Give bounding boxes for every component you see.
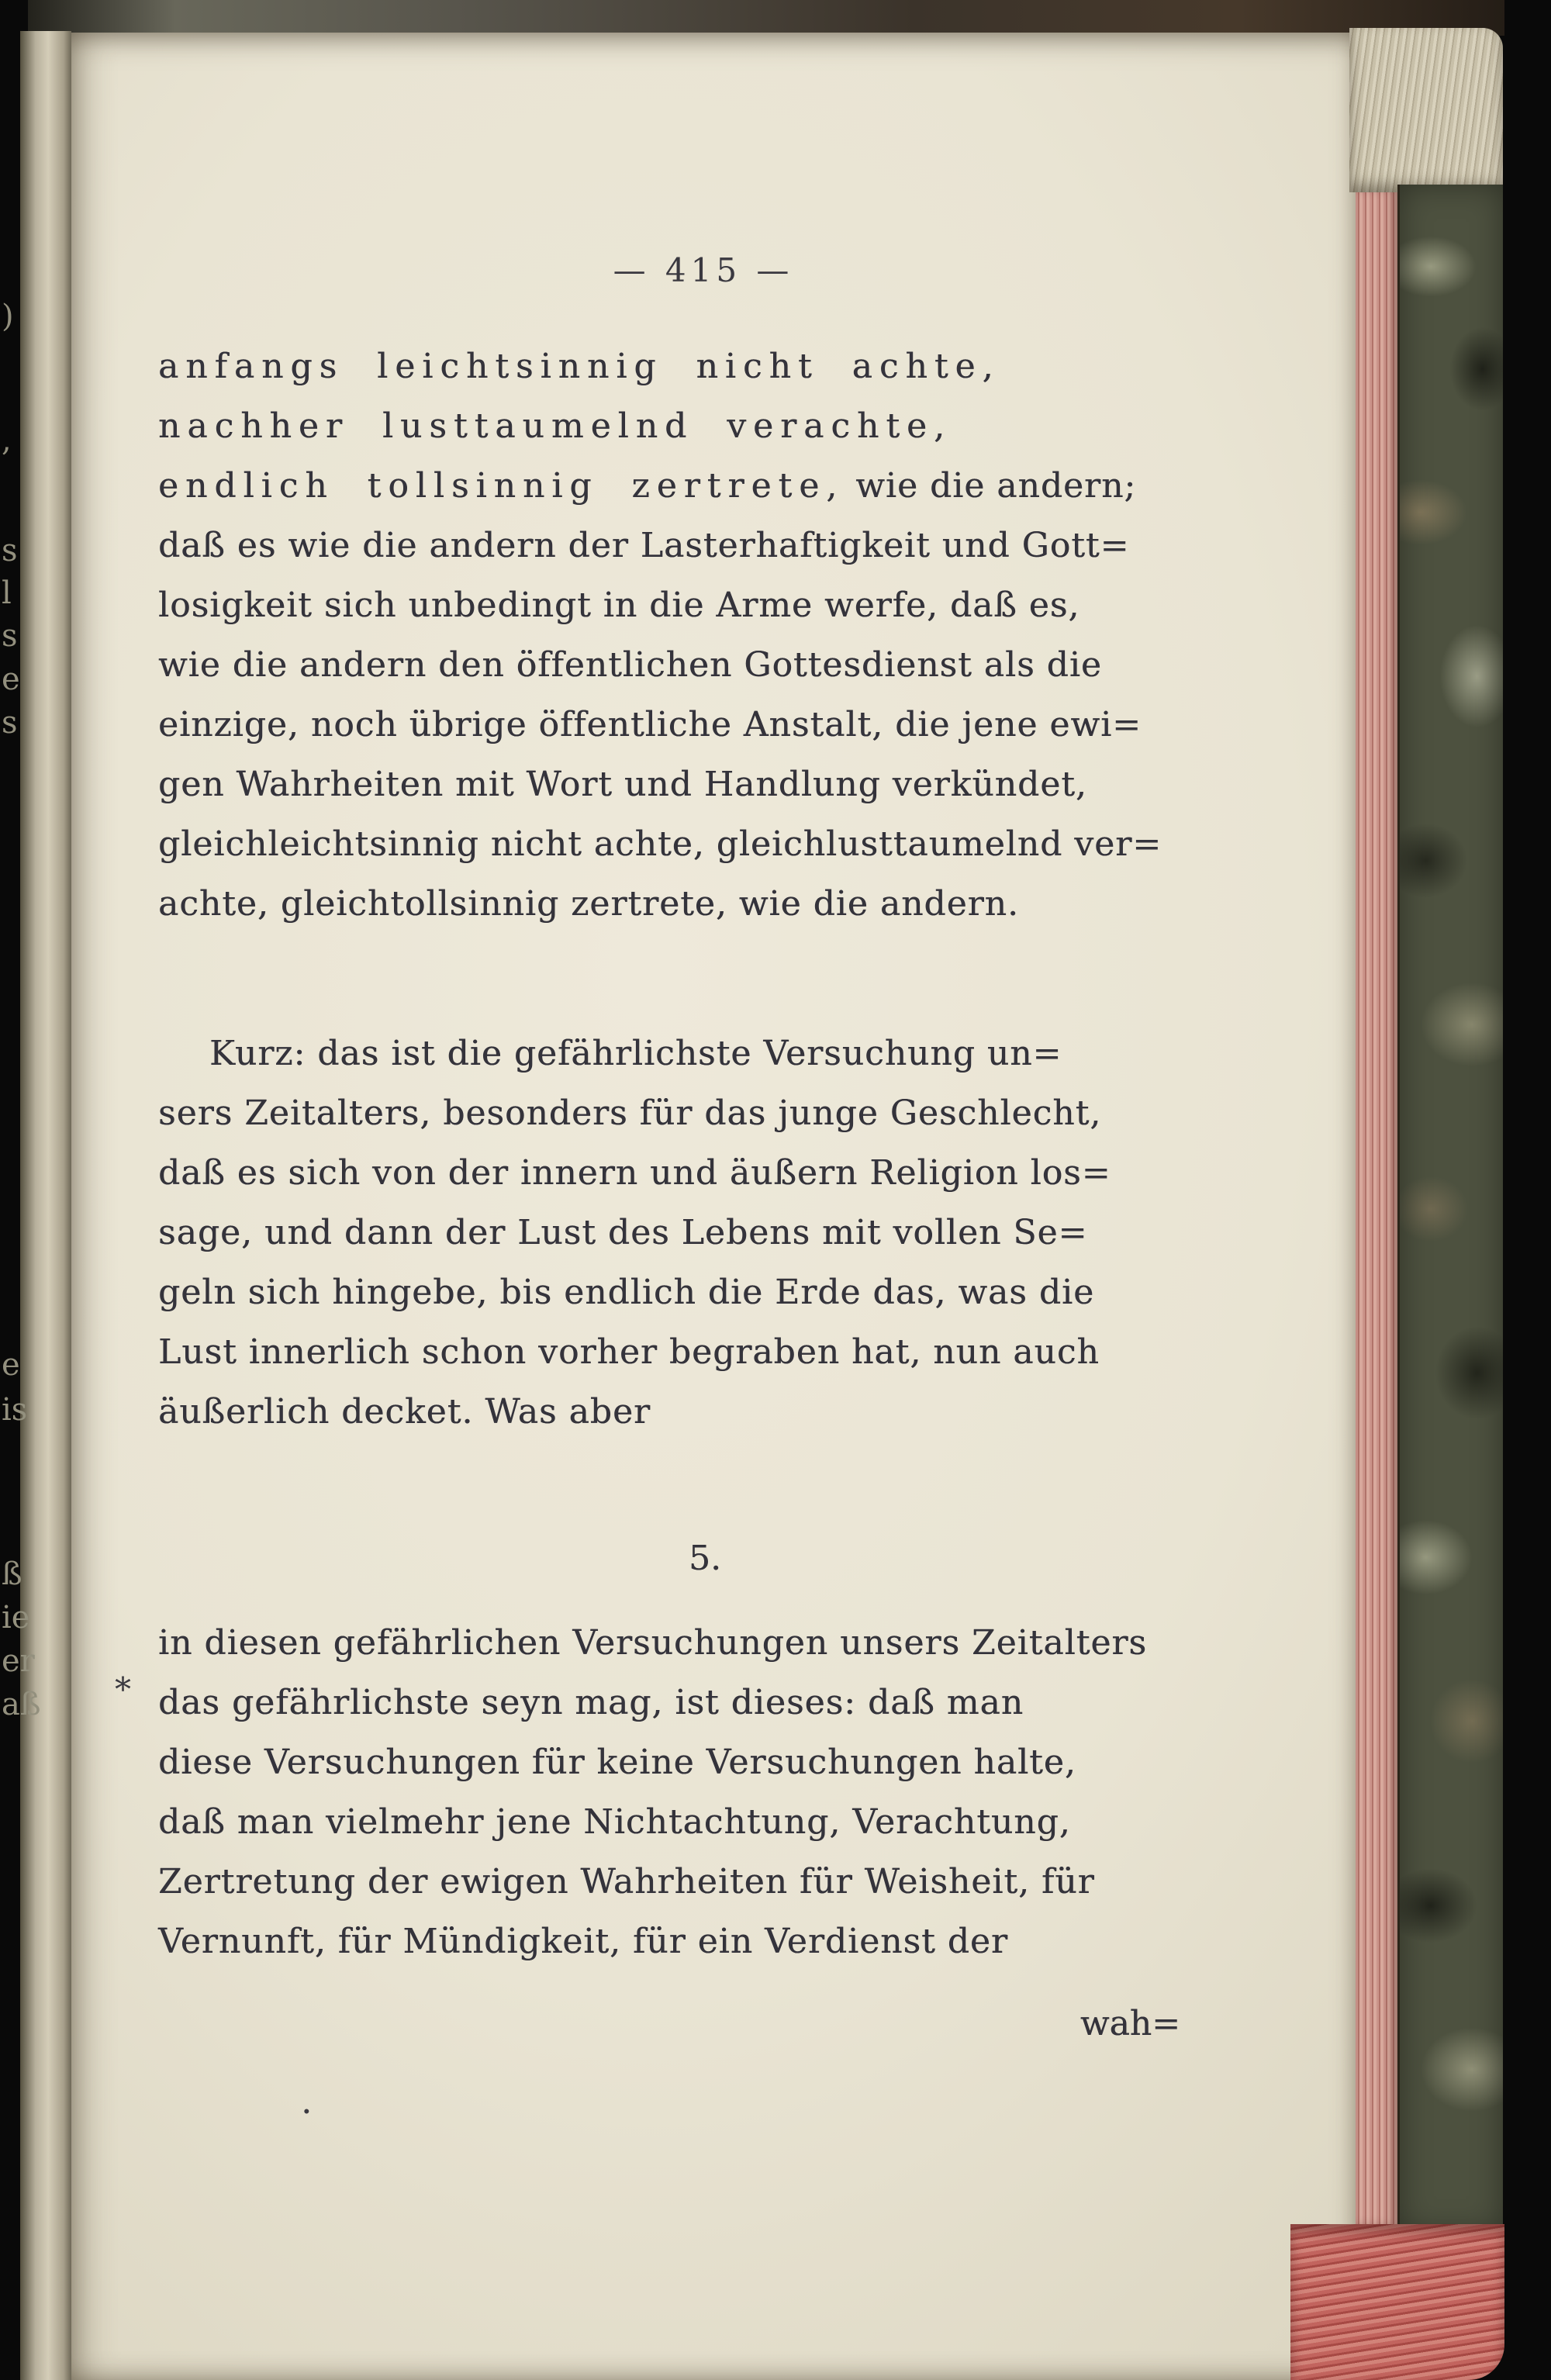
text-line: nachher lusttaumelnd verachte, — [158, 406, 952, 446]
text-line: in diesen gefährlichen Versuchungen unsers Zeitalters — [158, 1623, 1148, 1663]
paragraph-3 — [158, 1613, 1314, 1971]
page-edges-bottom-right — [1290, 2224, 1504, 2380]
book-page — [71, 33, 1356, 2380]
text-line: Lust innerlich schon vorher begraben hat, nun auch — [158, 1332, 1100, 1372]
left-edge-text-fragment: is — [2, 1392, 28, 1428]
left-edge-text-fragment: aß — [2, 1687, 41, 1722]
text-line: daß es sich von der innern und äußern Religion los= — [158, 1153, 1111, 1193]
text-line-emphasis: endlich tollsinnig zertrete, — [158, 466, 845, 506]
text-line: achte, gleichtollsinnig zertrete, wie die andern. — [158, 884, 1019, 924]
text-line: wie die andern den öffentlichen Gottesdienst als die — [158, 645, 1102, 685]
left-edge-text-fragment: s — [2, 705, 18, 741]
section-heading: 5. — [689, 1539, 721, 1578]
text-line: Kurz: das ist die gefährlichste Versuchung un= — [209, 1034, 1062, 1073]
left-edge-text-fragment: e — [2, 661, 20, 697]
paragraph-1 — [158, 337, 1314, 934]
margin-asterisk-mark: * — [115, 1670, 131, 1708]
text-line: geln sich hingebe, bis endlich die Erde das, was die — [158, 1273, 1095, 1312]
left-edge-text-fragment: ß — [2, 1556, 22, 1592]
text-line: losigkeit sich unbedingt in die Arme werfe, daß es, — [158, 586, 1080, 625]
text-line: daß man vielmehr jene Nichtachtung, Verachtung, — [158, 1802, 1071, 1842]
left-edge-text-fragment: s — [2, 533, 18, 568]
text-line: daß es wie die andern der Lasterhaftigkeit und Gott= — [158, 526, 1130, 565]
left-edge-text-fragment: e — [2, 1347, 20, 1383]
text-line: sers Zeitalters, besonders für das junge Geschlecht, — [158, 1093, 1102, 1133]
left-edge-text-fragment: ie — [2, 1600, 30, 1636]
text-line: Zertretung der ewigen Wahrheiten für Weisheit, für — [158, 1862, 1095, 1902]
left-edge-text-fragment: , — [2, 423, 12, 458]
facing-page-sliver — [20, 31, 71, 2380]
text-line: sage, und dann der Lust des Lebens mit vollen Se= — [158, 1213, 1088, 1252]
text-line: einzige, noch übrige öffentliche Anstalt, die jene ewi= — [158, 705, 1142, 744]
text-line: Vernunft, für Mündigkeit, für ein Verdienst der — [158, 1922, 1008, 1961]
text-line: anfangs leichtsinnig nicht achte, — [158, 347, 1000, 386]
left-edge-text-fragment: ) — [2, 299, 14, 334]
fore-edge-pages — [1356, 188, 1399, 2227]
left-edge-text-fragment: s — [2, 618, 18, 654]
page-edges-top-right — [1349, 28, 1503, 192]
text-line: diese Versuchungen für keine Versuchungen halte, — [158, 1743, 1076, 1782]
left-edge-text-fragment: er — [2, 1643, 35, 1679]
text-line: gen Wahrheiten mit Wort und Handlung verkündet, — [158, 765, 1087, 804]
page-number: — 415 — — [613, 251, 794, 289]
book-top-edge — [28, 0, 1504, 36]
paragraph-2 — [158, 1024, 1314, 1442]
catchword: wah= — [1079, 2004, 1180, 2043]
text-line — [158, 456, 1314, 516]
text-line: das gefährlichste seyn mag, ist dieses: daß man — [158, 1683, 1024, 1722]
text-line: gleichleichtsinnig nicht achte, gleichlusttaumelnd ver= — [158, 824, 1162, 864]
text-line: äußerlich decket. Was aber — [158, 1392, 651, 1432]
left-edge-text-fragment: l — [2, 575, 12, 611]
marbled-cover-edge — [1397, 185, 1503, 2233]
text-line-rest: wie die andern; — [844, 466, 1137, 506]
ink-speck: . — [301, 2080, 313, 2122]
